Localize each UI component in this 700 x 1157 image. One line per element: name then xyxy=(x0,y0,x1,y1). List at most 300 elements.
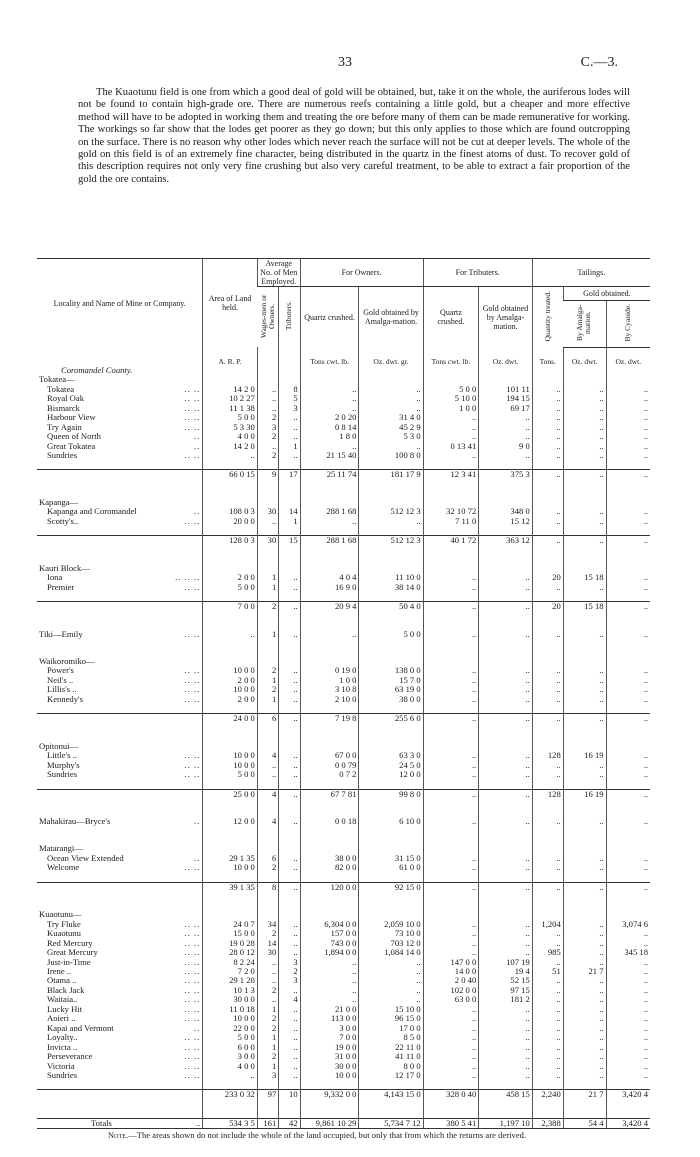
mine-name: Murphy's xyxy=(47,760,80,770)
cell-a: 2 0 0 xyxy=(203,573,258,582)
cell-qt: .. xyxy=(532,817,563,826)
cell-bc: .. xyxy=(606,432,650,441)
cell-og: 31 4 0 xyxy=(359,413,423,422)
cell-og: 63 3 0 xyxy=(359,751,423,760)
cell-ba: .. xyxy=(563,1062,606,1071)
cell-oq: 21 0 0 xyxy=(300,1005,359,1014)
total-a: 25 0 0 xyxy=(203,789,258,799)
mine-name-cell xyxy=(37,939,203,948)
cell-t: .. xyxy=(279,986,300,995)
cell-ba: .. xyxy=(563,630,606,639)
cell-bc: .. xyxy=(606,761,650,770)
note-text: —The areas shown do not include the whole of the land occupied, but only that from which the returns are derived. xyxy=(128,1131,527,1140)
cell-oq: .. xyxy=(300,995,359,1004)
cell-qt: .. xyxy=(532,666,563,675)
unit-tributers-gold: Oz. dwt. xyxy=(479,357,533,366)
cell-tg: .. xyxy=(479,1052,533,1061)
cell-bc: .. xyxy=(606,958,650,967)
cell-a: 11 1 38 xyxy=(203,404,258,413)
cell-bc: .. xyxy=(606,630,650,639)
cell-oq: 0 19 0 xyxy=(300,666,359,675)
cell-a: 2 0 0 xyxy=(203,676,258,685)
cell-og: .. xyxy=(359,442,423,451)
table-row xyxy=(37,442,650,451)
cell-ba: .. xyxy=(563,507,606,516)
mine-name-cell xyxy=(37,507,203,516)
grand-total-oq: 9,861 10 29 xyxy=(300,1118,359,1128)
mine-name: Great Tokatea xyxy=(47,441,96,451)
cell-qt: .. xyxy=(532,929,563,938)
group-heading: Waikoromiko— xyxy=(39,657,95,667)
cell-tg: .. xyxy=(479,413,533,422)
cell-tg: .. xyxy=(479,573,533,582)
leader-dots: .. .. xyxy=(184,1042,201,1052)
mine-name-cell xyxy=(37,685,203,694)
county-row xyxy=(37,366,650,375)
mine-name-cell xyxy=(37,976,203,985)
cell-t: .. xyxy=(279,1071,300,1080)
cell-og: .. xyxy=(359,995,423,1004)
cell-tq: .. xyxy=(423,854,479,863)
cell-bc: .. xyxy=(606,986,650,995)
cell-oq: 38 0 0 xyxy=(300,854,359,863)
cell-ba: .. xyxy=(563,761,606,770)
cell-a: .. xyxy=(203,1071,258,1080)
cell-t: .. xyxy=(279,1014,300,1023)
cell-oq: 288 1 68 xyxy=(300,507,359,516)
cell-t: .. xyxy=(279,1062,300,1071)
cell-tg: .. xyxy=(479,854,533,863)
leader-dots: .. .. xyxy=(184,1070,201,1080)
cell-oq: 157 0 0 xyxy=(300,929,359,938)
tributers-quartz-header: Quartz crushed. xyxy=(423,287,479,348)
cell-og: 63 19 0 xyxy=(359,685,423,694)
cell-w: .. xyxy=(257,995,278,1004)
cell-a: 29 1 20 xyxy=(203,976,258,985)
cell-qt: .. xyxy=(532,442,563,451)
cell-tg: .. xyxy=(479,817,533,826)
cell-a: 2 0 0 xyxy=(203,695,258,704)
group-heading-row xyxy=(37,657,650,666)
leader-dots: .. .. xyxy=(184,760,201,770)
mine-name: Victoria xyxy=(47,1061,75,1071)
mine-name: Royal Oak xyxy=(47,394,84,404)
cell-bc: 345 18 xyxy=(606,948,650,957)
cell-tq: .. xyxy=(423,939,479,948)
leader-dots: .. .. xyxy=(184,394,201,404)
cell-ba: .. xyxy=(563,666,606,675)
cell-w: 4 xyxy=(257,817,278,826)
table-row xyxy=(37,394,650,403)
cell-qt: .. xyxy=(532,423,563,432)
mine-name: Aoieri .. xyxy=(47,1014,76,1024)
cell-ba: .. xyxy=(563,863,606,872)
total-qt: 20 xyxy=(532,602,563,612)
cell-tq: .. xyxy=(423,817,479,826)
cell-bc: .. xyxy=(606,1033,650,1042)
table-row xyxy=(37,517,650,526)
total-tq: 12 3 41 xyxy=(423,470,479,480)
cell-ba: .. xyxy=(563,958,606,967)
cell-oq: 31 0 0 xyxy=(300,1052,359,1061)
cell-tq: .. xyxy=(423,423,479,432)
cell-og: 11 10 0 xyxy=(359,573,423,582)
cell-t: .. xyxy=(279,920,300,929)
total-ba: 16 19 xyxy=(563,789,606,799)
cell-ba: .. xyxy=(563,986,606,995)
intro-paragraph: The Kuaotunu field is one from which a good deal of gold will be obtained, but, take it on the whole, the auriferous lodes will not be found to contain high-grade ore. There are numerous reefs containing a little gold, but a cheaper and more effective method will have to be adopted in working them and treating the ore before many of them can be made remunerative for working. The workings so far show that the lodes get poorer as they go down; but this only applies to those which are found outcropping on the surface. There is no reason why other lodes which never reach the surface will not be cut at deeper levels. The whole of the gold on this field is of an extremely fine character, being distributed in the quartz in the finest atoms of dust. To recover gold of this description requires not only very fine crushing but also very careful treatment, to be able to extract a fair proportion of the gold the ore contains. xyxy=(78,87,630,185)
cell-t: .. xyxy=(279,929,300,938)
cell-t: 4 xyxy=(279,995,300,1004)
cell-tg: .. xyxy=(479,948,533,957)
cell-a: 15 0 0 xyxy=(203,929,258,938)
total-a: 39 1 35 xyxy=(203,882,258,892)
table-row xyxy=(37,854,650,863)
mine-name-cell xyxy=(37,630,203,639)
cell-w: 2 xyxy=(257,1052,278,1061)
cell-tq: 5 0 0 xyxy=(423,385,479,394)
mine-name: Queen of North xyxy=(47,432,101,442)
mine-name-cell xyxy=(37,817,203,826)
group-heading: Matarangi— xyxy=(39,844,83,854)
total-a: 66 0 15 xyxy=(203,470,258,480)
total-a: 233 0 32 xyxy=(203,1090,258,1100)
cell-bc: .. xyxy=(606,394,650,403)
grand-total-label-cell xyxy=(37,1118,203,1128)
cell-t: 5 xyxy=(279,394,300,403)
cell-t: .. xyxy=(279,573,300,582)
cell-a: 10 0 0 xyxy=(203,685,258,694)
cell-t: 2 xyxy=(279,967,300,976)
mine-name: Tiki—Emily xyxy=(39,629,83,639)
mine-name-cell xyxy=(37,404,203,413)
total-qt: .. xyxy=(532,470,563,480)
cell-w: 30 xyxy=(257,948,278,957)
cell-t: .. xyxy=(279,695,300,704)
cell-t: .. xyxy=(279,1033,300,1042)
cell-oq: 113 0 0 xyxy=(300,1014,359,1023)
cell-a: 24 0 7 xyxy=(203,920,258,929)
total-qt: 128 xyxy=(532,789,563,799)
cell-ba: .. xyxy=(563,920,606,929)
cell-qt: .. xyxy=(532,854,563,863)
cell-og: 8 0 0 xyxy=(359,1062,423,1071)
cell-qt: .. xyxy=(532,676,563,685)
cell-a: 10 0 0 xyxy=(203,863,258,872)
cell-bc: .. xyxy=(606,854,650,863)
leader-dots: .. .. xyxy=(184,685,201,695)
cell-w: 2 xyxy=(257,929,278,938)
group-heading: Tokatea— xyxy=(39,375,75,385)
total-tq: .. xyxy=(423,602,479,612)
cell-oq: 2 10 0 xyxy=(300,695,359,704)
cell-t: .. xyxy=(279,1052,300,1061)
cell-a: 30 0 0 xyxy=(203,995,258,1004)
total-qt: .. xyxy=(532,882,563,892)
total-a: 7 0 0 xyxy=(203,602,258,612)
cell-tq: 14 0 0 xyxy=(423,967,479,976)
total-tq: .. xyxy=(423,789,479,799)
total-t: .. xyxy=(279,602,300,612)
by-cyanide-header: By Cyanide. xyxy=(623,303,633,342)
cell-w: .. xyxy=(257,394,278,403)
cell-og: 138 0 0 xyxy=(359,666,423,675)
cell-tg: .. xyxy=(479,761,533,770)
cell-a: 22 0 0 xyxy=(203,1024,258,1033)
total-og: 181 17 9 xyxy=(359,470,423,480)
cell-w: 14 xyxy=(257,939,278,948)
mine-name-cell xyxy=(37,1052,203,1061)
total-qt: 2,240 xyxy=(532,1090,563,1100)
cell-tg: .. xyxy=(479,1071,533,1080)
cell-oq: 4 0 4 xyxy=(300,573,359,582)
cell-w: 30 xyxy=(257,507,278,516)
cell-qt: .. xyxy=(532,995,563,1004)
cell-qt: .. xyxy=(532,976,563,985)
cell-qt: .. xyxy=(532,958,563,967)
cell-og: 12 17 0 xyxy=(359,1071,423,1080)
quantity-treated-header: Quantity treated. xyxy=(542,290,552,342)
cell-tq: .. xyxy=(423,685,479,694)
cell-w: .. xyxy=(257,404,278,413)
cell-tq: 0 13 41 xyxy=(423,442,479,451)
cell-qt: .. xyxy=(532,583,563,592)
cell-t: .. xyxy=(279,770,300,779)
cell-ba: .. xyxy=(563,517,606,526)
cell-oq: .. xyxy=(300,630,359,639)
cell-oq: 2 0 20 xyxy=(300,413,359,422)
mine-name: Black Jack xyxy=(47,985,85,995)
cell-tq: .. xyxy=(423,1043,479,1052)
cell-a: 11 0 18 xyxy=(203,1005,258,1014)
cell-og: 5 0 0 xyxy=(359,630,423,639)
mine-name: Ocean View Extended xyxy=(47,853,124,863)
cell-og: 1,084 14 0 xyxy=(359,948,423,957)
grand-total-w: 161 xyxy=(257,1118,278,1128)
cell-bc: .. xyxy=(606,517,650,526)
cell-oq: 0 0 79 xyxy=(300,761,359,770)
cell-bc: .. xyxy=(606,385,650,394)
mine-name-cell xyxy=(37,394,203,403)
total-tg: 458 15 xyxy=(479,1090,533,1100)
mine-name: Loyalty.. xyxy=(47,1033,78,1043)
cell-bc: .. xyxy=(606,967,650,976)
leader-dots: .. .. xyxy=(184,516,201,526)
cell-tq: .. xyxy=(423,751,479,760)
cell-w: .. xyxy=(257,442,278,451)
cell-tq: .. xyxy=(423,863,479,872)
mine-name-cell xyxy=(37,583,203,592)
cell-a: 5 0 0 xyxy=(203,770,258,779)
leader-dots: .. .. xyxy=(184,995,201,1005)
mine-name-cell xyxy=(37,666,203,675)
leader-dots: .. .. xyxy=(184,976,201,986)
total-a: 128 0 3 xyxy=(203,536,258,546)
cell-a: 4 0 0 xyxy=(203,1062,258,1071)
cell-og: .. xyxy=(359,404,423,413)
cell-t: .. xyxy=(279,423,300,432)
mine-name: Waitaia.. xyxy=(47,995,78,1005)
group-heading: Kauri Block— xyxy=(39,563,90,573)
cell-bc: .. xyxy=(606,1014,650,1023)
total-og: 512 12 3 xyxy=(359,536,423,546)
cell-oq: 3 10 8 xyxy=(300,685,359,694)
cell-bc: .. xyxy=(606,817,650,826)
cell-ba: .. xyxy=(563,451,606,460)
cell-bc: .. xyxy=(606,685,650,694)
total-w: 6 xyxy=(257,714,278,724)
cell-qt: .. xyxy=(532,451,563,460)
leader-dots: .. .. xyxy=(184,957,201,967)
cell-tq: 102 0 0 xyxy=(423,986,479,995)
cell-tq: .. xyxy=(423,1033,479,1042)
cell-bc: .. xyxy=(606,939,650,948)
cell-w: 1 xyxy=(257,1033,278,1042)
mine-name: Scotty's.. xyxy=(47,516,79,526)
unit-owners-gold: Oz. dwt. gr. xyxy=(359,357,423,366)
cell-tq: 32 10 72 xyxy=(423,507,479,516)
mine-name-cell xyxy=(37,1043,203,1052)
leader-dots: .. .. .. xyxy=(175,573,201,583)
cell-qt: .. xyxy=(532,432,563,441)
cell-ba: .. xyxy=(563,1071,606,1080)
mine-name: Neil's .. xyxy=(47,675,74,685)
mine-name: Just-in-Time xyxy=(47,957,91,967)
cell-w: 6 xyxy=(257,854,278,863)
unit-owners-quartz: Tons cwt. lb. xyxy=(300,357,359,366)
cell-t: .. xyxy=(279,451,300,460)
cell-og: 6 10 0 xyxy=(359,817,423,826)
mine-name-cell xyxy=(37,770,203,779)
cell-tg: .. xyxy=(479,939,533,948)
subtotal-row xyxy=(37,536,650,546)
tailings-header: Tailings. xyxy=(532,259,650,287)
leader-dots: .. .. xyxy=(184,1052,201,1062)
mine-name: Kapai and Vermont xyxy=(47,1023,114,1033)
table-row xyxy=(37,685,650,694)
cell-qt: .. xyxy=(532,761,563,770)
subtotal-row xyxy=(37,714,650,724)
unit-tributers-quartz: Tons cwt. lb. xyxy=(423,357,479,366)
cell-tg: .. xyxy=(479,863,533,872)
mine-name-cell xyxy=(37,751,203,760)
cell-tg: .. xyxy=(479,685,533,694)
group-heading-row xyxy=(37,742,650,751)
total-oq: 25 11 74 xyxy=(300,470,359,480)
cell-og: 73 10 0 xyxy=(359,929,423,938)
cell-og: 61 0 0 xyxy=(359,863,423,872)
leader-dots: .. .. xyxy=(184,1014,201,1024)
group-heading: Kuaotunu— xyxy=(39,910,82,920)
total-ba: 15 18 xyxy=(563,602,606,612)
cell-qt: .. xyxy=(532,1052,563,1061)
cell-bc: 3,074 6 xyxy=(606,920,650,929)
mine-name-cell xyxy=(37,995,203,1004)
cell-tg: .. xyxy=(479,1005,533,1014)
cell-w: 1 xyxy=(257,676,278,685)
mine-name-cell xyxy=(37,1024,203,1033)
cell-tq: .. xyxy=(423,413,479,422)
cell-w: 1 xyxy=(257,573,278,582)
cell-ba: .. xyxy=(563,423,606,432)
total-oq: 20 9 4 xyxy=(300,602,359,612)
cell-a: .. xyxy=(203,451,258,460)
leader-dots: .. .. xyxy=(184,629,201,639)
group-heading: Kapanga— xyxy=(39,497,79,507)
cell-qt: .. xyxy=(532,507,563,516)
leader-dots: .. .. xyxy=(184,948,201,958)
cell-a: 10 0 0 xyxy=(203,1014,258,1023)
cell-tq: .. xyxy=(423,1014,479,1023)
cell-bc: .. xyxy=(606,1043,650,1052)
cell-ba: .. xyxy=(563,676,606,685)
cell-ba: .. xyxy=(563,948,606,957)
cell-ba: .. xyxy=(563,394,606,403)
mine-name-cell xyxy=(37,573,203,582)
total-t: 15 xyxy=(279,536,300,546)
table-row xyxy=(37,507,650,516)
cell-a: 8 2 24 xyxy=(203,958,258,967)
table-row xyxy=(37,1062,650,1071)
cell-tg: .. xyxy=(479,1062,533,1071)
leader-dots: .. .. xyxy=(184,919,201,929)
cell-tq: .. xyxy=(423,676,479,685)
cell-a: 19 0 28 xyxy=(203,939,258,948)
mine-name: Premier xyxy=(47,582,75,592)
mine-name-cell xyxy=(37,413,203,422)
cell-oq: 0 0 18 xyxy=(300,817,359,826)
cell-t: .. xyxy=(279,863,300,872)
mine-name-cell xyxy=(37,1033,203,1042)
cell-tq: .. xyxy=(423,451,479,460)
mine-name-cell xyxy=(37,920,203,929)
units-row xyxy=(37,357,650,366)
cell-t: .. xyxy=(279,413,300,422)
mine-name-cell xyxy=(37,967,203,976)
mine-name: Irene .. xyxy=(47,966,72,976)
cell-a: .. xyxy=(203,630,258,639)
leader-dots: .. .. xyxy=(184,938,201,948)
total-tg: 375 3 xyxy=(479,470,533,480)
total-w: 2 xyxy=(257,602,278,612)
cell-oq: .. xyxy=(300,404,359,413)
total-w: 8 xyxy=(257,882,278,892)
cell-tg: 9 0 xyxy=(479,442,533,451)
cell-oq: .. xyxy=(300,385,359,394)
total-tg: .. xyxy=(479,602,533,612)
mine-name-cell xyxy=(37,695,203,704)
cell-ba: 16 19 xyxy=(563,751,606,760)
cell-t: .. xyxy=(279,1024,300,1033)
cell-bc: .. xyxy=(606,666,650,675)
cell-tg: .. xyxy=(479,1024,533,1033)
cell-tq: .. xyxy=(423,761,479,770)
group-heading-row xyxy=(37,910,650,919)
cell-qt: .. xyxy=(532,1014,563,1023)
table-row xyxy=(37,1043,650,1052)
cell-t: 8 xyxy=(279,385,300,394)
mine-name: Power's xyxy=(47,666,74,676)
cell-ba: .. xyxy=(563,1043,606,1052)
mine-name: Tokatea xyxy=(47,384,75,394)
report-reference: C.—3. xyxy=(580,55,618,70)
mine-name: Otama .. xyxy=(47,976,77,986)
cell-tg: 348 0 xyxy=(479,507,533,516)
table-row xyxy=(37,751,650,760)
cell-w: 2 xyxy=(257,863,278,872)
cell-oq: 1,894 0 0 xyxy=(300,948,359,957)
leader-dots: .. .. xyxy=(184,675,201,685)
